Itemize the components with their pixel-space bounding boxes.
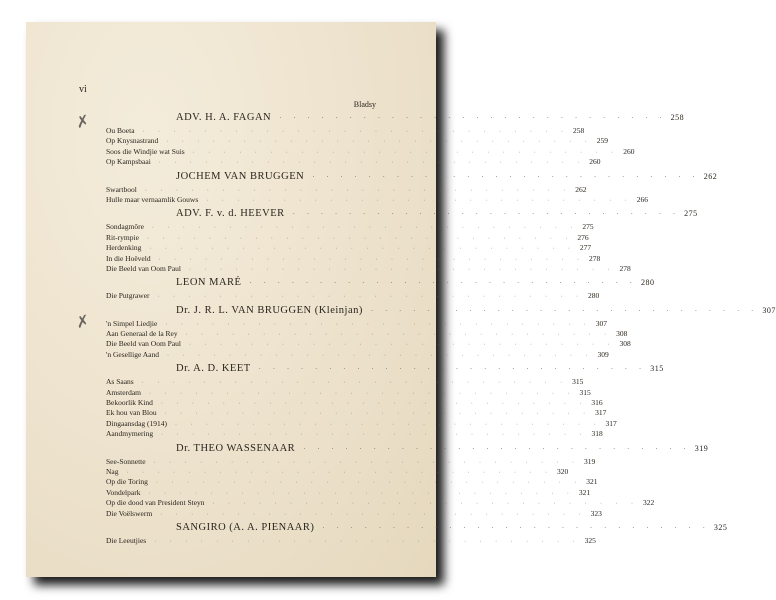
leader-dots: · · · · · · · · · · · · · · · · · · · · · · · · · · · · (164, 411, 592, 418)
author-page: 315 (650, 364, 664, 374)
section-author (106, 170, 718, 185)
poem-entry (106, 253, 601, 264)
poem-title: Die Beeld van Oom Paul (106, 263, 181, 273)
poem-entry (106, 157, 601, 167)
poem-title: Op Kampsbaai (106, 157, 151, 167)
leader-dots: · · · · · · · · · · · · · · · · · · · · · · · · · · · · (303, 444, 691, 453)
poem-entry (106, 408, 607, 418)
leader-dots: · · · · · · · · · · · · · · · · · · · · · · · · · · · · (370, 306, 759, 315)
poem-page: 308 (616, 329, 628, 339)
leader-dots: · · · · · · · · · · · · · · · · · · · · · · · · · · · · (292, 210, 681, 219)
leader-dots: · · · · · · · · · · · · · · · · · · · · · · · · · · · · (161, 432, 588, 439)
poem-page: 318 (591, 429, 603, 439)
poem-entry (106, 508, 602, 519)
leader-dots: · · · · · · · · · · · · · · · · · · · · · · · · · · · · (149, 246, 576, 253)
poem-title: Nag (106, 466, 119, 476)
poem-page: 258 (573, 126, 585, 135)
poem-page: 277 (579, 243, 592, 253)
leader-dots: · · · · · · · · · · · · · · · · · · · · · · · · · · · · (155, 480, 583, 487)
poem-page: 309 (597, 349, 609, 359)
leader-dots: · · · · · · · · · · · · · · · · · · · · · · · · · · · · (154, 538, 581, 545)
table-of-contents (106, 109, 776, 546)
poem-page: 320 (556, 466, 569, 476)
author-name: ADV. F. v. d. HEEVER (176, 208, 285, 220)
poem-title: Ou Boeta (106, 126, 135, 135)
poem-title: Soos die Windjie wat Suis (106, 146, 185, 156)
author-page: 319 (694, 443, 709, 453)
poem-page: 266 (636, 194, 648, 204)
poem-title: Swartbool (106, 184, 137, 194)
poem-entry (106, 498, 655, 508)
poem-page: 276 (577, 232, 589, 242)
poem-title: In die Hoëveld (106, 253, 151, 263)
leader-dots: · · · · · · · · · · · · · · · · · · · · · · · · · · · · (148, 490, 575, 497)
leader-dots: · · · · · · · · · · · · · · · · · · · · · · · · · · · · (141, 380, 569, 387)
author-name: JOCHEM VAN BRUGGEN (176, 170, 305, 182)
poem-title: Sondagmôre (106, 222, 144, 232)
poem-entry (106, 487, 591, 498)
poem-entry (106, 263, 631, 274)
poem-page: 280 (587, 291, 600, 301)
section-author (106, 304, 776, 319)
leader-dots: · · · · · · · · · · · · · · · · · · · · · · · · · · · · (175, 421, 602, 428)
poem-title: Rit-rympie (106, 232, 139, 242)
poem-entry (106, 291, 600, 301)
leader-dots: · · · · · · · · · · · · · · · · · · · · · · · · · · · · (142, 129, 569, 135)
leader-dots: · · · · · · · · · · · · · · · · · · · · · · · · · · · · (279, 114, 667, 122)
poem-title: Die Putgrawer (106, 291, 150, 301)
poem-entry (106, 429, 603, 439)
poem-page: 259 (596, 136, 608, 146)
poem-title: As Saans (106, 377, 134, 387)
poem-page: 315 (572, 377, 584, 387)
poem-page: 316 (591, 398, 603, 408)
leader-dots: · · · · · · · · · · · · · · · · · · · · · · · · · · · · (312, 172, 700, 181)
poem-entry (106, 136, 608, 146)
author-name: Dr. THEO WASSENAAR (176, 442, 296, 454)
poem-entry (106, 222, 594, 232)
poem-page: 278 (619, 263, 631, 273)
leader-dots: · · · · · · · · · · · · · · · · · · · · · · · · · · · · (146, 235, 574, 242)
poem-entry (106, 329, 628, 339)
poem-entry (106, 456, 596, 467)
leader-dots: · · · · · · · · · · · · · · · · · · · · · · · · · · · · (165, 321, 592, 328)
poem-entry (106, 339, 631, 349)
poem-page: 323 (590, 508, 602, 518)
leader-dots: · · · · · · · · · · · · · · · · · · · · · · · · · · · · (144, 187, 572, 194)
poem-entry (106, 126, 585, 136)
poem-page: 319 (584, 456, 596, 466)
author-name: Dr. A. D. KEET (176, 363, 251, 375)
poem-title: Vondelpark (106, 487, 141, 497)
poem-page: 317 (605, 418, 617, 428)
poem-title: Die Voëlswerm (106, 508, 153, 518)
poem-entry (106, 398, 603, 408)
leader-dots: · · · · · · · · · · · · · · · · · · · · · · · · · · · · (249, 279, 637, 288)
author-page: 258 (670, 113, 685, 122)
pencil-check-mark: ✗ (74, 110, 92, 133)
poem-title: Hulle maar vernaamlik Gouws (106, 194, 199, 204)
author-page: 262 (703, 171, 718, 181)
author-page: 280 (641, 278, 655, 288)
section-author (106, 112, 685, 126)
poem-page: 317 (595, 408, 607, 418)
poem-entry (106, 318, 608, 329)
leader-dots: · · · · · · · · · · · · · · · · · · · · · · · · · · · · (153, 459, 581, 466)
poem-entry (106, 377, 584, 387)
pencil-check-mark: ✗ (74, 310, 92, 333)
poem-page: 260 (589, 157, 601, 167)
poem-title: Die Leeutjies (106, 535, 147, 545)
poem-entry (106, 387, 591, 398)
poem-title: Aandmymering (106, 429, 154, 439)
poem-title: 'n Simpel Liedjie (106, 318, 158, 328)
poem-page: 308 (619, 339, 631, 349)
leader-dots: · · · · · · · · · · · · · · · · · · · · · · · · · · · · (206, 197, 633, 204)
poem-title: Dingaansdag (1914) (106, 418, 168, 428)
poem-page: 322 (642, 498, 655, 508)
leader-dots: · · · · · · · · · · · · · · · · · · · · · · · · · · · · (167, 352, 594, 359)
poem-title: Die Beeld van Oom Paul (106, 339, 181, 349)
poem-title: Op die Toring (106, 477, 148, 487)
section-author (106, 208, 698, 222)
poem-title: Op Knysnastrand (106, 136, 159, 146)
poem-title: 'n Gesellige Aand (106, 349, 160, 359)
poem-entry (106, 194, 648, 205)
author-name: SANGIRO (A. A. PIENAAR) (176, 521, 315, 533)
section-author (106, 363, 664, 377)
poem-title: Aan Generaal de la Rey (106, 329, 178, 339)
leader-dots: · · · · · · · · · · · · · · · · · · · · · · · · · · · · (192, 149, 620, 156)
leader-dots: · · · · · · · · · · · · · · · · · · · · · · · · · · · · (166, 139, 593, 146)
leader-dots: · · · · · · · · · · · · · · · · · · · · · · · · · · · · (189, 266, 616, 273)
poem-page: 325 (584, 535, 596, 545)
section-author (106, 521, 728, 536)
author-page: 275 (684, 209, 698, 219)
poem-title: Herdenking (106, 243, 142, 253)
poem-entry (106, 146, 635, 157)
poem-page: 315 (579, 387, 591, 397)
poem-page: 260 (623, 146, 635, 156)
author-name: ADV. H. A. FAGAN (176, 112, 272, 123)
poem-page: 321 (578, 487, 591, 497)
leader-dots: · · · · · · · · · · · · · · · · · · · · · · · · · · · · (258, 365, 647, 374)
author-name: Dr. J. R. L. VAN BRUGGEN (Kleinjan) (176, 304, 363, 316)
poem-title: Op die dood van President Steyn (106, 498, 205, 508)
poem-title: Amsterdam (106, 387, 141, 397)
leader-dots: · · · · · · · · · · · · · · · · · · · · · · · · · · · · (157, 294, 584, 301)
leader-dots: · · · · · · · · · · · · · · · · · · · · · · · · · · · · (212, 501, 639, 508)
author-page: 307 (762, 305, 776, 315)
section-author (106, 442, 709, 457)
author-name: LEON MARÉ (176, 277, 242, 289)
leader-dots: · · · · · · · · · · · · · · · · · · · · · · · · · · · · (160, 511, 587, 518)
poem-entry (106, 477, 598, 487)
section-author (106, 277, 655, 291)
poem-entry (106, 349, 609, 360)
author-page: 325 (713, 522, 728, 532)
page-number: vi (79, 84, 87, 95)
poem-page: 278 (589, 253, 601, 263)
leader-dots: · · · · · · · · · · · · · · · · · · · · · · · · · · · · (149, 390, 576, 397)
leader-dots: · · · · · · · · · · · · · · · · · · · · · · · · · · · · (160, 401, 588, 408)
poem-entry (106, 232, 589, 243)
leader-dots: · · · · · · · · · · · · · · · · · · · · · · · · · · · · (126, 469, 553, 476)
poem-page: 321 (586, 477, 598, 487)
poem-entry (106, 243, 592, 253)
poem-page: 275 (582, 222, 594, 232)
poem-entry (106, 466, 569, 477)
poem-entry (106, 418, 617, 429)
book-page (26, 22, 776, 577)
poem-page: 262 (575, 184, 587, 194)
column-header: Bladsy (353, 100, 376, 109)
poem-entry (106, 535, 596, 546)
poem-page: 307 (595, 318, 608, 328)
leader-dots: · · · · · · · · · · · · · · · · · · · · · · · · · · · · (158, 160, 586, 167)
leader-dots: · · · · · · · · · · · · · · · · · · · · · · · · · · · · (158, 256, 586, 263)
poem-title: Ek hou van Blou (106, 408, 157, 418)
leader-dots: · · · · · · · · · · · · · · · · · · · · · · · · · · · · (322, 523, 710, 532)
leader-dots: · · · · · · · · · · · · · · · · · · · · · · · · · · · · (185, 332, 613, 339)
poem-title: See-Sonnette (106, 456, 146, 466)
poem-title: Bekoorlik Kind (106, 398, 153, 408)
leader-dots: · · · · · · · · · · · · · · · · · · · · · · · · · · · · (189, 342, 616, 349)
leader-dots: · · · · · · · · · · · · · · · · · · · · · · · · · · · · (151, 225, 579, 232)
poem-entry (106, 184, 587, 195)
